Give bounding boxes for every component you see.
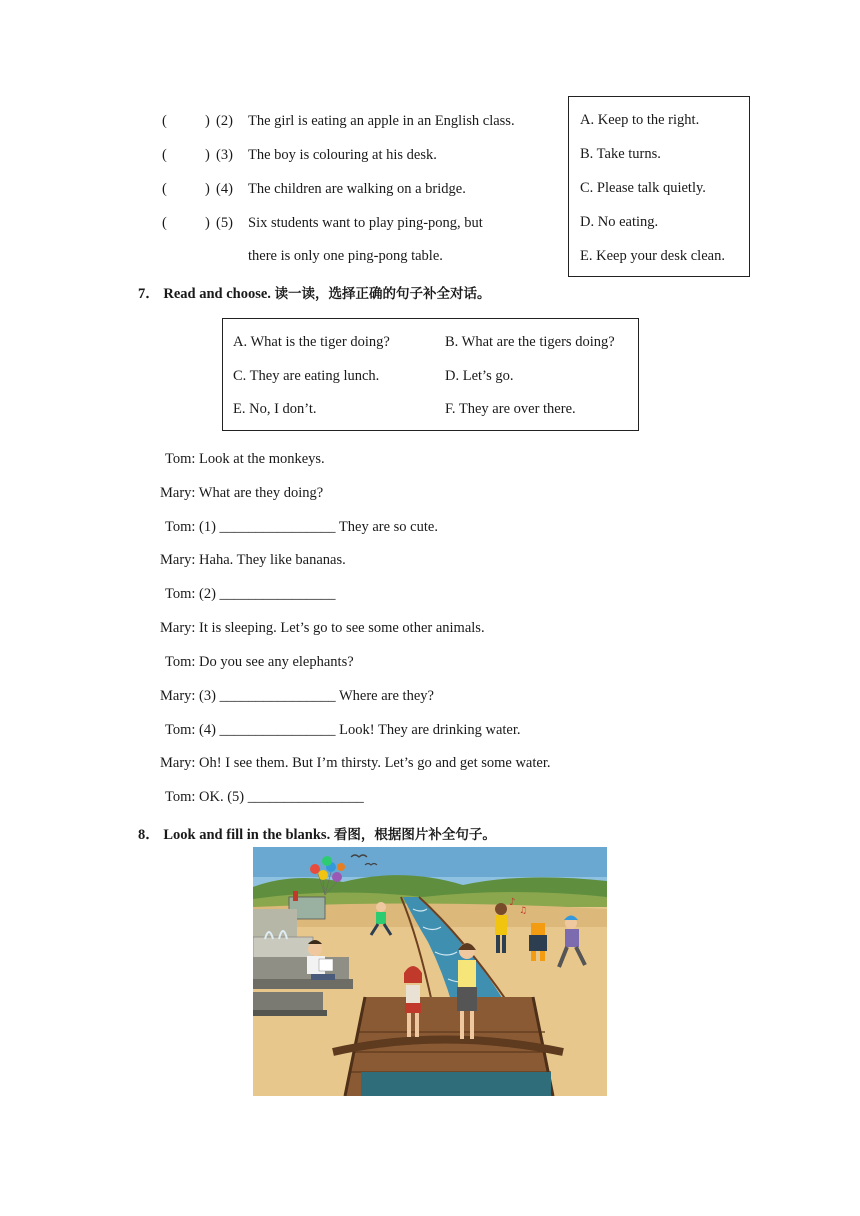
option-e: E. No, I don’t. [233,401,317,417]
question-number: 8． [138,827,160,843]
dialogue-line: Mary: Oh! I see them. But I’m thirsty. Let’s go and get some water. [160,755,551,771]
option-c: C. Please talk quietly. [580,180,706,196]
question-title-en: Look and fill in the blanks. [163,827,331,843]
dialogue-line: Mary: It is sleeping. Let’s go to see some other animals. [160,620,485,636]
dialogue-line: Mary: Haha. They like bananas. [160,552,346,568]
answer-paren-close: ) [205,215,210,231]
option-a: A. Keep to the right. [580,112,700,128]
option-e: E. Keep your desk clean. [580,248,725,264]
dialogue-line-blank[interactable]: Tom: OK. (5) ________________ [165,789,364,805]
option-f: F. They are over there. [445,401,576,417]
option-d: D. No eating. [580,214,659,230]
dialogue-line: Tom: Do you see any elephants? [165,654,354,670]
item-text-continued: there is only one ping-pong table. [248,248,443,264]
answer-paren-open[interactable]: ( [162,181,167,197]
item-number: (2) [216,113,233,129]
answer-paren-open[interactable]: ( [162,113,167,129]
park-scene-illustration [253,847,607,1096]
answer-paren-close: ) [205,181,210,197]
item-number: (4) [216,181,233,197]
option-c: C. They are eating lunch. [233,368,380,384]
option-b: B. Take turns. [580,146,661,162]
q6-options-box [568,96,750,277]
dialogue-line-blank[interactable]: Mary: (3) ________________ Where are they? [160,688,434,704]
dialogue-line-blank[interactable]: Tom: (2) ________________ [165,586,336,602]
question-title-en: Read and choose. [163,286,271,302]
item-number: (5) [216,215,233,231]
option-d: D. Let’s go. [445,368,514,384]
option-b: B. What are the tigers doing? [445,334,615,350]
item-text: The girl is eating an apple in an English class. [248,113,515,129]
dialogue-line-blank[interactable]: Tom: (4) ________________ Look! They are drinking water. [165,722,521,738]
question-title-cn: 看图，根据图片补全句子。 [333,827,496,843]
q7-options-box [222,318,639,431]
answer-paren-close: ) [205,113,210,129]
item-text: Six students want to play ping-pong, but [248,215,483,231]
q7-heading [138,282,491,303]
answer-paren-open[interactable]: ( [162,215,167,231]
question-title-cn: 读一读，选择正确的句子补全对话。 [274,286,491,302]
wooden-bridge [333,997,563,1096]
dialogue-line-blank[interactable]: Tom: (1) ________________ They are so cute. [165,519,438,535]
music-note-icon: ♪ [509,897,516,908]
dialogue-line: Tom: Look at the monkeys. [165,451,325,467]
question-number: 7． [138,286,160,302]
option-a: A. What is the tiger doing? [233,334,390,350]
item-text: The children are walking on a bridge. [248,181,466,197]
answer-paren-open[interactable]: ( [162,147,167,163]
music-note-icon: ♫ [519,906,528,916]
dialogue-line: Mary: What are they doing? [160,485,324,501]
item-text: The boy is colouring at his desk. [248,147,437,163]
answer-paren-close: ) [205,147,210,163]
q8-heading [138,823,496,844]
item-number: (3) [216,147,233,163]
